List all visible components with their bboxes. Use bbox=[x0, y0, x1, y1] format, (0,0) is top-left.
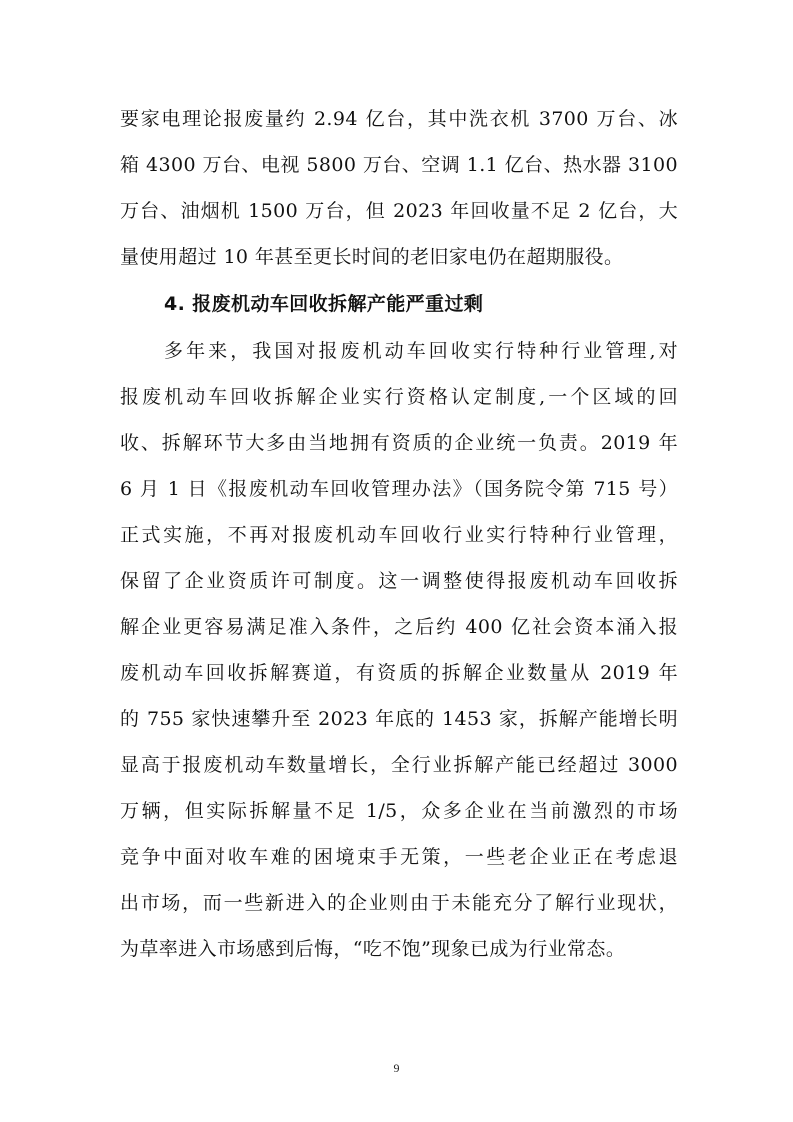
section-paragraph bbox=[120, 328, 678, 972]
paragraph-line: 正式实施，不再对报废机动车回收行业实行特种行业管理， bbox=[120, 524, 678, 546]
paragraph-line: 报废机动车回收拆解企业实行资格认定制度,一个区域的回 bbox=[120, 386, 678, 408]
paragraph-line: 竞争中面对收车难的困境束手无策，一些老企业正在考虑退 bbox=[120, 846, 678, 868]
page-number: 9 bbox=[393, 1061, 400, 1075]
page-content bbox=[120, 96, 678, 972]
paragraph-line: 出市场，而一些新进入的企业则由于未能充分了解行业现状， bbox=[120, 892, 678, 914]
paragraph-line: 万台、油烟机 1500 万台，但 2023 年回收量不足 2 亿台，大 bbox=[120, 200, 678, 222]
paragraph-line: 为草率进入市场感到后悔，“吃不饱”现象已成为行业常态。 bbox=[120, 938, 626, 960]
paragraph-line: 量使用超过 10 年甚至更长时间的老旧家电仍在超期服役。 bbox=[120, 246, 624, 268]
paragraph-line: 多年来，我国对报废机动车回收实行特种行业管理,对 bbox=[164, 340, 678, 362]
paragraph-line: 收、拆解环节大多由当地拥有资质的企业统一负责。2019 年 bbox=[120, 432, 678, 454]
paragraph-line: 的 755 家快速攀升至 2023 年底的 1453 家，拆解产能增长明 bbox=[120, 708, 678, 730]
continuation-paragraph bbox=[120, 96, 678, 280]
paragraph-line: 显高于报废机动车数量增长，全行业拆解产能已经超过 3000 bbox=[120, 754, 678, 776]
paragraph-line: 废机动车回收拆解赛道，有资质的拆解企业数量从 2019 年 bbox=[120, 662, 678, 684]
section-heading: 4. 报废机动车回收拆解产能严重过剩 bbox=[164, 293, 484, 315]
paragraph-line: 要家电理论报废量约 2.94 亿台，其中洗衣机 3700 万台、冰 bbox=[120, 108, 678, 130]
paragraph-line: 6 月 1 日《报废机动车回收管理办法》（国务院令第 715 号） bbox=[120, 478, 678, 500]
paragraph-line: 箱 4300 万台、电视 5800 万台、空调 1.1 亿台、热水器 3100 bbox=[120, 154, 678, 176]
paragraph-line: 万辆，但实际拆解量不足 1/5，众多企业在当前激烈的市场 bbox=[120, 800, 678, 822]
paragraph-line: 保留了企业资质许可制度。这一调整使得报废机动车回收拆 bbox=[120, 570, 678, 592]
paragraph-line: 解企业更容易满足准入条件，之后约 400 亿社会资本涌入报 bbox=[120, 616, 678, 638]
